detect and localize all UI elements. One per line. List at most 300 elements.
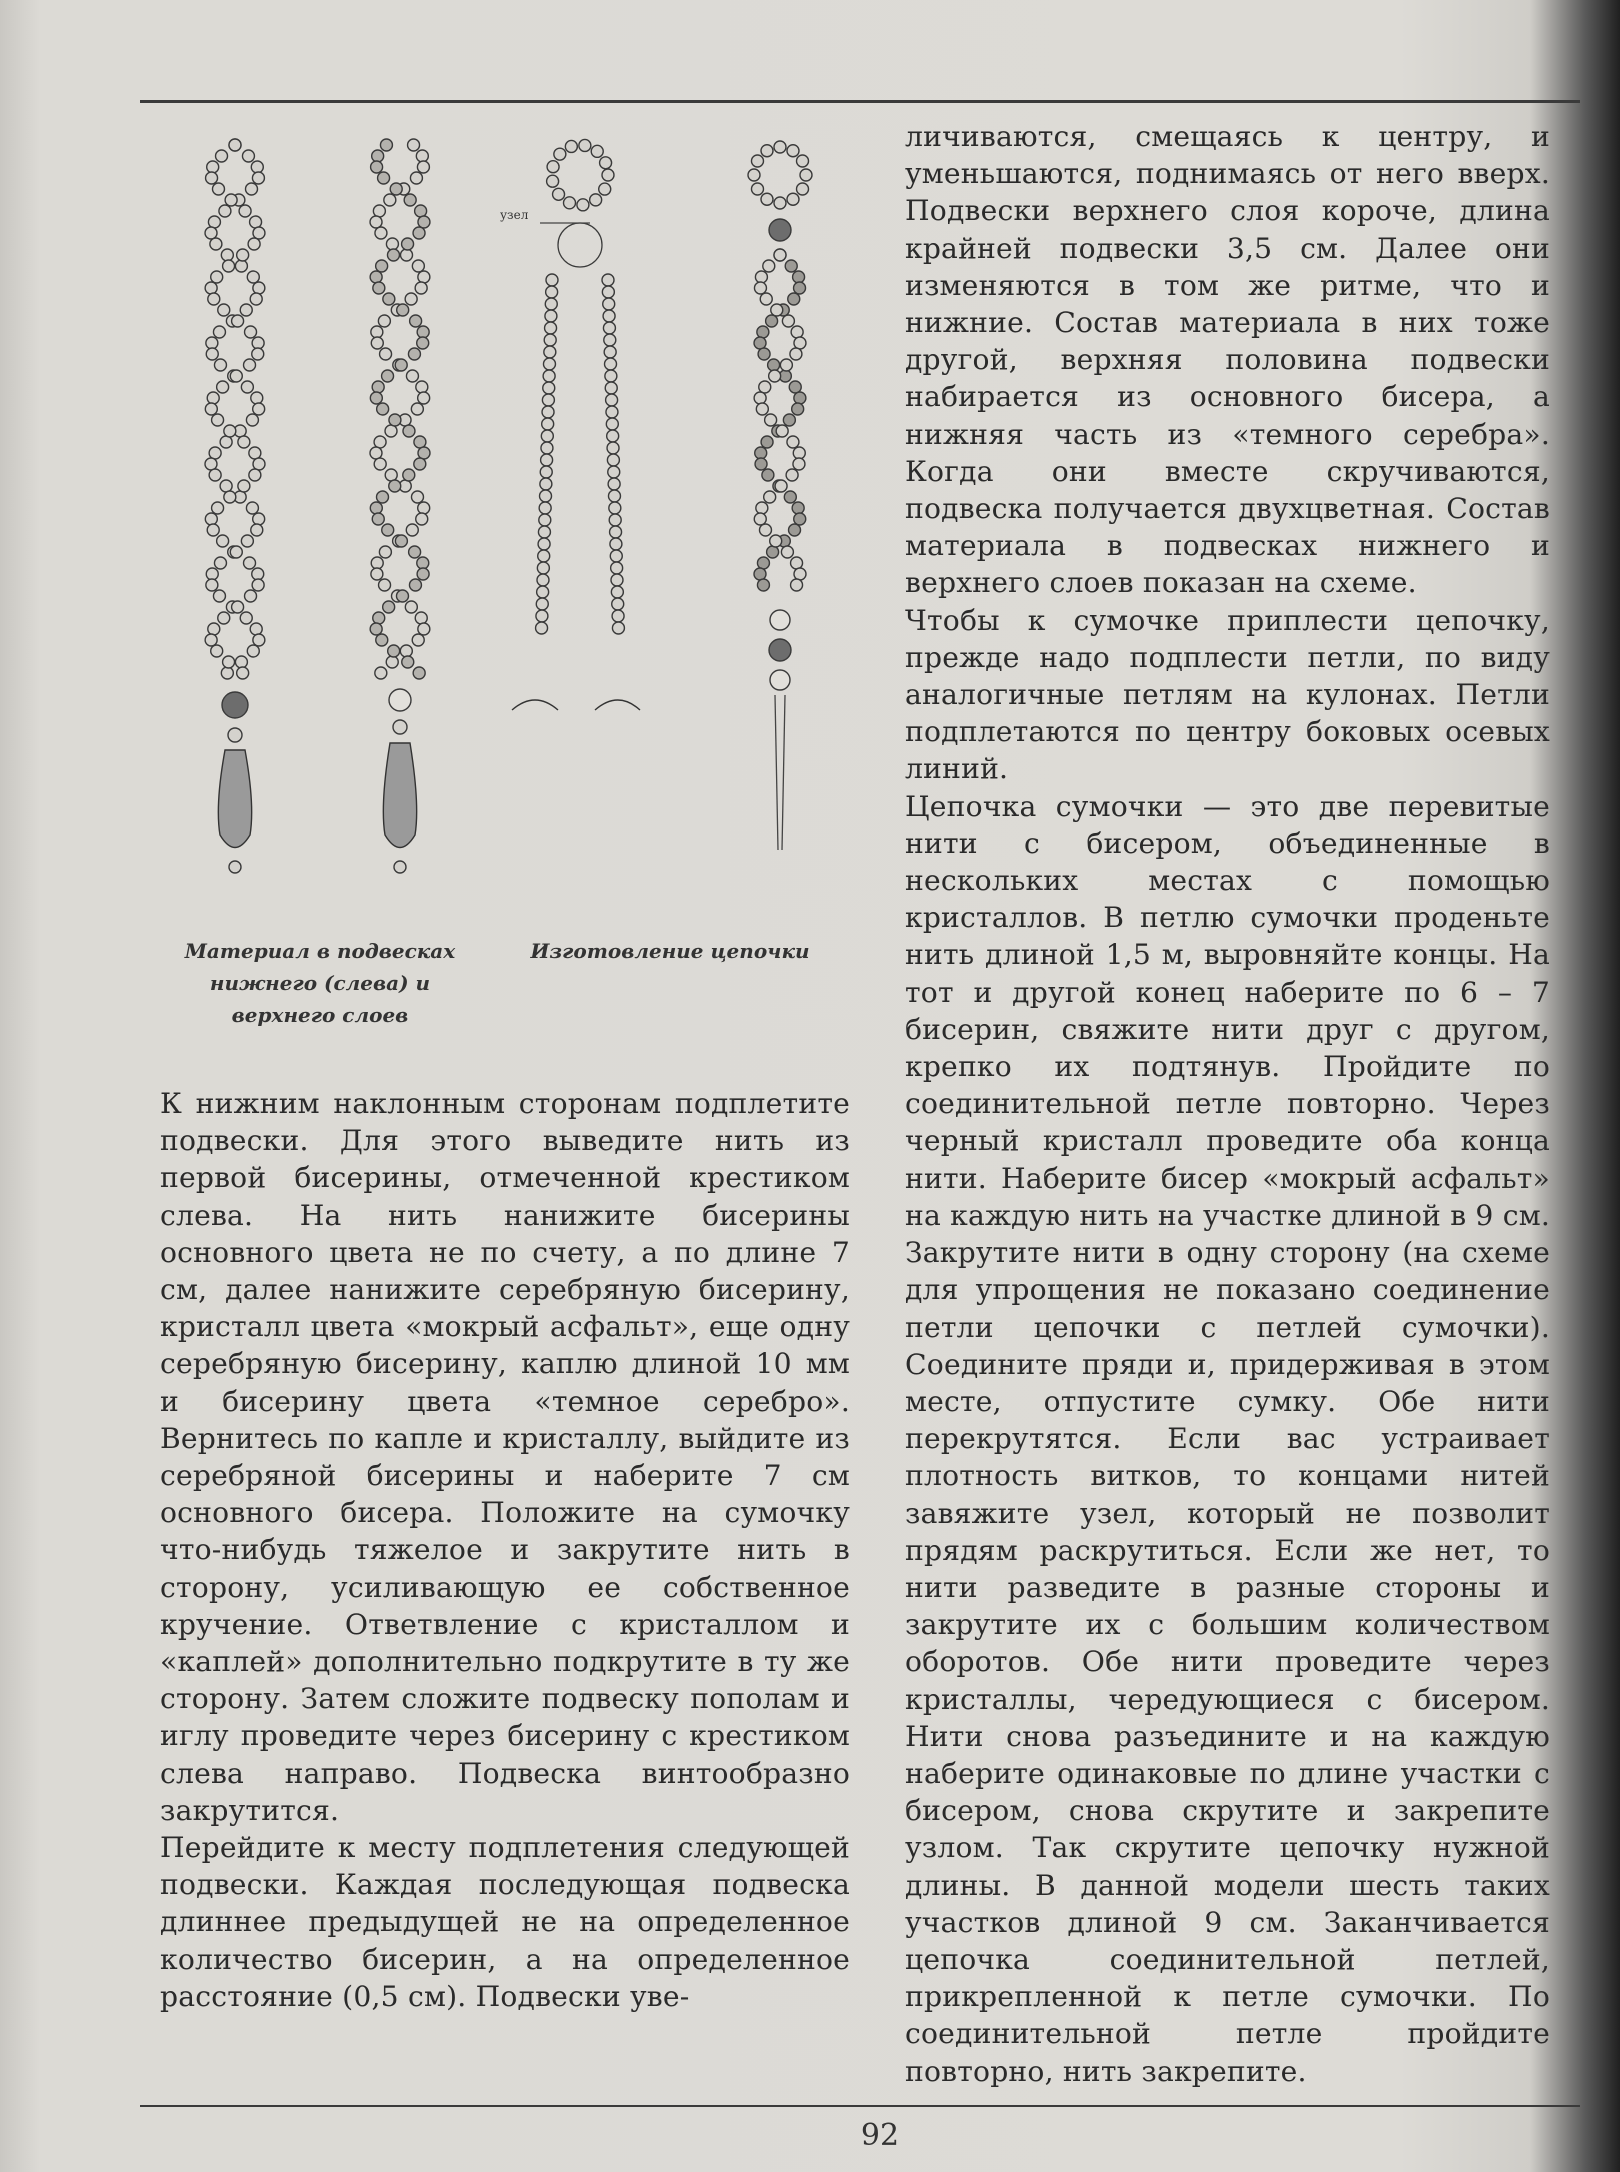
bead-icon bbox=[591, 145, 603, 157]
bead-icon bbox=[207, 392, 219, 404]
bead-icon bbox=[412, 634, 424, 646]
bead-icon bbox=[787, 193, 799, 205]
bead-icon bbox=[371, 337, 383, 349]
bead-icon bbox=[792, 403, 804, 415]
bead-icon bbox=[249, 447, 261, 459]
bead-icon bbox=[781, 546, 793, 558]
bead-icon bbox=[541, 430, 553, 442]
bead-icon bbox=[417, 326, 429, 338]
bead-icon bbox=[547, 175, 559, 187]
bead-icon bbox=[537, 562, 549, 574]
bead-icon bbox=[579, 139, 591, 151]
bead-icon bbox=[418, 502, 430, 514]
bead-icon bbox=[538, 526, 550, 538]
bead-icon bbox=[208, 623, 220, 635]
bead-icon bbox=[536, 598, 548, 610]
bead-icon bbox=[609, 502, 621, 514]
bead-icon bbox=[797, 183, 809, 195]
bead-icon bbox=[212, 502, 224, 514]
bead-icon bbox=[206, 172, 218, 184]
bead-icon bbox=[250, 623, 262, 635]
bead-icon bbox=[382, 524, 394, 536]
bead-icon bbox=[542, 394, 554, 406]
bead-icon bbox=[218, 612, 230, 624]
bead-icon bbox=[602, 169, 614, 181]
bead-icon bbox=[800, 169, 812, 181]
bead-icon bbox=[790, 348, 802, 360]
bead-icon bbox=[371, 568, 383, 580]
bead-icon bbox=[207, 524, 219, 536]
bead-icon bbox=[389, 689, 411, 711]
bead-icon bbox=[608, 466, 620, 478]
bead-icon bbox=[208, 293, 220, 305]
paragraph: Перейдите к месту подплетения следующей подвески. Каждая последующая подвеска длиннее предыдущей не на определенное количество бисерин, а на определенное расстояние (0,5 см). Подвески уве- bbox=[160, 1831, 850, 2013]
bead-icon bbox=[541, 454, 553, 466]
bead-icon bbox=[536, 622, 548, 634]
arrow-curve-icon bbox=[512, 700, 558, 710]
bead-icon bbox=[602, 286, 614, 298]
bead-icon bbox=[756, 403, 768, 415]
bead-icon bbox=[395, 359, 407, 371]
bead-icon bbox=[406, 370, 418, 382]
bead-icon bbox=[754, 337, 766, 349]
bead-icon bbox=[411, 491, 423, 503]
bead-icon bbox=[370, 392, 382, 404]
bead-icon bbox=[212, 414, 224, 426]
bead-icon bbox=[791, 326, 803, 338]
bead-icon bbox=[244, 359, 256, 371]
bead-icon bbox=[545, 298, 557, 310]
bead-icon bbox=[374, 436, 386, 448]
bead-icon bbox=[759, 381, 771, 393]
bead-icon bbox=[385, 469, 397, 481]
bead-icon bbox=[205, 634, 217, 646]
bead-icon bbox=[609, 514, 621, 526]
bead-icon bbox=[538, 538, 550, 550]
bead-icon bbox=[372, 381, 384, 393]
bead-icon bbox=[415, 282, 427, 294]
bead-icon bbox=[412, 260, 424, 272]
bead-icon bbox=[375, 227, 387, 239]
bead-icon bbox=[241, 381, 253, 393]
bead-icon bbox=[565, 140, 577, 152]
bead-icon bbox=[244, 557, 256, 569]
bead-diagram bbox=[160, 115, 840, 915]
bead-icon bbox=[411, 403, 423, 415]
bead-icon bbox=[610, 538, 622, 550]
bead-icon bbox=[253, 403, 265, 415]
bead-icon bbox=[235, 656, 247, 668]
bead-icon bbox=[769, 219, 791, 241]
bead-icon bbox=[217, 381, 229, 393]
bead-icon bbox=[218, 304, 230, 316]
bead-icon bbox=[410, 172, 422, 184]
bead-icon bbox=[792, 502, 804, 514]
bead-icon bbox=[776, 425, 788, 437]
bead-icon bbox=[372, 513, 384, 525]
bead-icon bbox=[794, 337, 806, 349]
bead-icon bbox=[770, 610, 790, 630]
bead-icon bbox=[543, 370, 555, 382]
bead-icon bbox=[603, 310, 615, 322]
bead-icon bbox=[754, 392, 766, 404]
bead-icon bbox=[389, 480, 401, 492]
bead-icon bbox=[544, 346, 556, 358]
bead-icon bbox=[213, 326, 225, 338]
bead-icon bbox=[247, 645, 259, 657]
bead-icon bbox=[774, 197, 786, 209]
bead-icon bbox=[379, 546, 391, 558]
bead-icon bbox=[222, 692, 248, 718]
bead-icon bbox=[370, 502, 382, 514]
bead-icon bbox=[377, 491, 389, 503]
bead-icon bbox=[409, 579, 421, 591]
bead-icon bbox=[238, 480, 250, 492]
bead-icon bbox=[373, 282, 385, 294]
bead-icon bbox=[207, 161, 219, 173]
caption-materials: Материал в подвесках нижнего (слева) и верхнего слоев bbox=[184, 939, 456, 1027]
paragraph: Цепочка сумочки — это две перевитые нити с бисером, объединенные в нескольких местах с помощью кристаллов. В петлю сумочки проденьте нить длиной 1,5 м, выровняйте концы. На тот и другой конец наберите по 6 – 7 бисерин, свяжите нити друг с другом, крепко их подтянув. Пройдите по соединительной петле повторно. Через черный кристалл проведите оба конца нити. Наберите бисер «мокрый асфальт» на каждую нить на участке длиной в 9 см. Закрутите нити в одну сторону (на схеме для упрощения не показано соединение петли цепочки с петлей сумочки). Соедините пряди и, придерживая в этом месте, отпустите сумку. Обе нити перекрутятся. Если вас устраивает плотность витков, то концами нитей завяжите узел, который не позволит прядям раскрутиться. Если же нет, то нити разведите в разные стороны и закрутите их с большим количеством оборотов. Обе нити проведите через кристаллы, чередующиеся с бисером. Нити снова разъедините и на каждую наберите одинаковые по длине участки с бисером, снова скрутите и закрепите узлом. Так скрутите цепочку нужной длины. В данной модели шесть таких участков длиной 9 см. Заканчивается цепочка соединительной петлей, прикрепленной к петле сумочки. По соединительной петле пройдите повторно, нить закрепите. bbox=[905, 789, 1550, 2088]
bead-icon bbox=[602, 274, 614, 286]
bead-icon bbox=[793, 458, 805, 470]
bead-icon bbox=[388, 645, 400, 657]
bead-icon bbox=[757, 326, 769, 338]
bead-icon bbox=[403, 425, 415, 437]
bead-icon bbox=[774, 141, 786, 153]
bead-icon bbox=[245, 590, 257, 602]
left-column-text bbox=[160, 1085, 850, 2015]
bead-icon bbox=[396, 590, 408, 602]
bead-icon bbox=[400, 645, 412, 657]
bead-icon bbox=[761, 193, 773, 205]
bead-icon bbox=[783, 414, 795, 426]
bead-icon bbox=[225, 194, 237, 206]
bead-icon bbox=[413, 667, 425, 679]
bead-icon bbox=[793, 447, 805, 459]
bead-icon bbox=[794, 568, 806, 580]
bead-icon bbox=[248, 238, 260, 250]
bead-icon bbox=[793, 271, 805, 283]
bead-icon bbox=[590, 194, 602, 206]
bead-icon bbox=[230, 370, 242, 382]
bead-icon bbox=[380, 139, 392, 151]
bead-icon bbox=[789, 381, 801, 393]
bead-icon bbox=[791, 579, 803, 591]
bead-icon bbox=[242, 150, 254, 162]
bead-icon bbox=[212, 183, 224, 195]
drop-bead-icon bbox=[383, 743, 416, 848]
bead-icon bbox=[791, 557, 803, 569]
bead-icon bbox=[758, 348, 770, 360]
bead-icon bbox=[762, 469, 774, 481]
bead-icon bbox=[606, 394, 618, 406]
bead-icon bbox=[382, 370, 394, 382]
bead-icon bbox=[554, 148, 566, 160]
bead-icon bbox=[540, 490, 552, 502]
bead-icon bbox=[232, 601, 244, 613]
bead-icon bbox=[545, 310, 557, 322]
bead-icon bbox=[253, 458, 265, 470]
bead-icon bbox=[408, 139, 420, 151]
bead-icon bbox=[239, 205, 251, 217]
bead-icon bbox=[410, 315, 422, 327]
bead-icon bbox=[539, 514, 551, 526]
right-column-text bbox=[905, 118, 1550, 2090]
bottom-rule bbox=[140, 2105, 1580, 2107]
bead-icon bbox=[386, 656, 398, 668]
bead-icon bbox=[414, 458, 426, 470]
bead-icon bbox=[553, 188, 565, 200]
bead-icon bbox=[209, 447, 221, 459]
bead-icon bbox=[539, 502, 551, 514]
bead-icon bbox=[774, 249, 786, 261]
bead-icon bbox=[386, 238, 398, 250]
bead-icon bbox=[755, 271, 767, 283]
bead-icon bbox=[205, 227, 217, 239]
bead-icon bbox=[240, 612, 252, 624]
bead-icon bbox=[403, 469, 415, 481]
bead-icon bbox=[546, 274, 558, 286]
bead-schematic-svg bbox=[160, 115, 840, 915]
bead-icon bbox=[252, 579, 264, 591]
bead-icon bbox=[376, 260, 388, 272]
bead-icon bbox=[755, 458, 767, 470]
bead-icon bbox=[759, 524, 771, 536]
bead-icon bbox=[787, 436, 799, 448]
bead-icon bbox=[612, 610, 624, 622]
page-number: 92 bbox=[860, 2118, 900, 2153]
bead-icon bbox=[564, 197, 576, 209]
bead-icon bbox=[537, 586, 549, 598]
bead-icon bbox=[220, 480, 232, 492]
bead-icon bbox=[608, 490, 620, 502]
junction-label: узел bbox=[500, 208, 529, 222]
bead-icon bbox=[794, 282, 806, 294]
bead-icon bbox=[606, 406, 618, 418]
bead-icon bbox=[252, 568, 264, 580]
bead-icon bbox=[612, 622, 624, 634]
bead-icon bbox=[754, 568, 766, 580]
bead-icon bbox=[765, 414, 777, 426]
knot-loop-icon bbox=[558, 223, 602, 267]
bead-icon bbox=[418, 447, 430, 459]
bead-icon bbox=[402, 656, 414, 668]
paragraph: личиваются, смещаясь к центру, и уменьшаются, поднимаясь от него вверх. Подвески верхнего слоя короче, длина крайней подвески 3,5 см. Далее они изменяются в том же ритме, что и нижние. Состав материала в них тоже другой, верхняя половина подвески набирается из основного бисера, а нижняя часть из «темного серебра». Когда они вместе скручиваются, подвеска получается двухцветная. Состав материала в подвесках нижнего и верхнего слоев показан на схеме. bbox=[905, 120, 1550, 600]
bead-icon bbox=[235, 260, 247, 272]
bead-icon bbox=[404, 194, 416, 206]
bead-icon bbox=[794, 513, 806, 525]
thread-line bbox=[775, 695, 778, 850]
bead-icon bbox=[577, 199, 589, 211]
bead-icon bbox=[599, 183, 611, 195]
bead-icon bbox=[610, 526, 622, 538]
bead-icon bbox=[415, 205, 427, 217]
bead-icon bbox=[748, 169, 760, 181]
bead-icon bbox=[604, 346, 616, 358]
bead-icon bbox=[754, 513, 766, 525]
bead-icon bbox=[543, 358, 555, 370]
bead-icon bbox=[383, 601, 395, 613]
bead-icon bbox=[232, 315, 244, 327]
bead-icon bbox=[371, 326, 383, 338]
bead-icon bbox=[252, 348, 264, 360]
bead-icon bbox=[416, 381, 428, 393]
bead-icon bbox=[540, 478, 552, 490]
bead-icon bbox=[405, 293, 417, 305]
bead-icon bbox=[380, 348, 392, 360]
bead-icon bbox=[751, 155, 763, 167]
bead-icon bbox=[761, 145, 773, 157]
bead-icon bbox=[205, 403, 217, 415]
bead-icon bbox=[784, 491, 796, 503]
bead-icon bbox=[786, 469, 798, 481]
bead-icon bbox=[611, 586, 623, 598]
bead-icon bbox=[538, 550, 550, 562]
bead-icon bbox=[206, 337, 218, 349]
bead-icon bbox=[604, 334, 616, 346]
bead-icon bbox=[253, 282, 265, 294]
bead-icon bbox=[238, 436, 250, 448]
bead-icon bbox=[216, 150, 228, 162]
bead-icon bbox=[418, 392, 430, 404]
bead-icon bbox=[387, 249, 399, 261]
caption-chain: Изготовление цепочки bbox=[530, 939, 810, 963]
bead-icon bbox=[608, 478, 620, 490]
bead-icon bbox=[384, 194, 396, 206]
bead-icon bbox=[221, 249, 233, 261]
bead-icon bbox=[540, 466, 552, 478]
thread-line bbox=[782, 695, 785, 850]
paragraph: К нижним наклонным сторонам подплетите подвески. Для этого выведите нить из первой бисерины, отмеченной крестиком слева. На нить нанижите бисерины основного цвета не по счету, а по длине 7 см, далее нанижите серебряную бисерину, кристалл цвета «мокрый асфальт», еще одну серебряную бисерину, каплю длиной 10 мм и бисерину цвета «темное серебро». Вернитесь по капле и кристаллу, выйдите из серебряной бисерины и наберите 7 см основного бисера. Положите на сумочку что-нибудь тяжелое и закрутите нить в сторону, усиливающую ее собственное кручение. Ответвление с кристаллом и «каплей» дополнительно подкрутите в ту же сторону. Затем сложите подвеску пополам и иглу проведите через бисерину с крестиком слева направо. Подвеска винтообразно закрутится. bbox=[160, 1087, 850, 1827]
bead-icon bbox=[782, 315, 794, 327]
bead-icon bbox=[211, 645, 223, 657]
bead-icon bbox=[408, 348, 420, 360]
bead-icon bbox=[229, 139, 241, 151]
bead-icon bbox=[537, 574, 549, 586]
bead-icon bbox=[373, 205, 385, 217]
bead-icon bbox=[228, 728, 242, 742]
bead-icon bbox=[764, 491, 776, 503]
bead-icon bbox=[220, 436, 232, 448]
bead-icon bbox=[253, 634, 265, 646]
bead-icon bbox=[214, 359, 226, 371]
bead-icon bbox=[416, 513, 428, 525]
bead-icon bbox=[603, 298, 615, 310]
bead-icon bbox=[610, 550, 622, 562]
bead-icon bbox=[379, 579, 391, 591]
bead-icon bbox=[787, 145, 799, 157]
bead-icon bbox=[611, 574, 623, 586]
bead-icon bbox=[547, 161, 559, 173]
bead-icon bbox=[605, 370, 617, 382]
bead-icon bbox=[371, 557, 383, 569]
bead-icon bbox=[376, 634, 388, 646]
bead-icon bbox=[240, 304, 252, 316]
bead-icon bbox=[245, 326, 257, 338]
bead-icon bbox=[389, 414, 401, 426]
bead-icon bbox=[205, 458, 217, 470]
bead-icon bbox=[206, 348, 218, 360]
bead-icon bbox=[611, 562, 623, 574]
bead-icon bbox=[770, 670, 790, 690]
bead-icon bbox=[371, 161, 383, 173]
bead-icon bbox=[229, 861, 241, 873]
bead-icon bbox=[770, 535, 782, 547]
bead-icon bbox=[756, 502, 768, 514]
bead-icon bbox=[788, 293, 800, 305]
arrow-curve-icon bbox=[595, 700, 640, 710]
bead-icon bbox=[607, 430, 619, 442]
bead-icon bbox=[206, 579, 218, 591]
bead-icon bbox=[250, 293, 262, 305]
bead-icon bbox=[209, 469, 221, 481]
bead-icon bbox=[213, 590, 225, 602]
bead-icon bbox=[543, 382, 555, 394]
bead-icon bbox=[375, 667, 387, 679]
bead-icon bbox=[252, 172, 264, 184]
bead-icon bbox=[768, 359, 780, 371]
bead-icon bbox=[394, 861, 406, 873]
bead-icon bbox=[224, 491, 236, 503]
bead-icon bbox=[536, 610, 548, 622]
bead-icon bbox=[418, 623, 430, 635]
bead-icon bbox=[417, 161, 429, 173]
bead-icon bbox=[606, 418, 618, 430]
bead-icon bbox=[246, 502, 258, 514]
bead-icon bbox=[417, 337, 429, 349]
bead-icon bbox=[405, 601, 417, 613]
bead-icon bbox=[402, 238, 414, 250]
bead-icon bbox=[383, 293, 395, 305]
bead-icon bbox=[780, 359, 792, 371]
bead-icon bbox=[418, 216, 430, 228]
bead-icon bbox=[417, 568, 429, 580]
bead-icon bbox=[393, 720, 407, 734]
bead-icon bbox=[377, 403, 389, 415]
bead-icon bbox=[253, 227, 265, 239]
bead-icon bbox=[600, 157, 612, 169]
bead-icon bbox=[370, 216, 382, 228]
bead-icon bbox=[385, 425, 397, 437]
bead-icon bbox=[250, 216, 262, 228]
bead-icon bbox=[237, 667, 249, 679]
bead-icon bbox=[605, 358, 617, 370]
bead-icon bbox=[771, 304, 783, 316]
bead-icon bbox=[406, 524, 418, 536]
bead-icon bbox=[249, 469, 261, 481]
bead-icon bbox=[211, 271, 223, 283]
bead-icon bbox=[223, 656, 235, 668]
bead-icon bbox=[541, 442, 553, 454]
bead-icon bbox=[253, 513, 265, 525]
bead-icon bbox=[542, 406, 554, 418]
bead-icon bbox=[797, 155, 809, 167]
bead-icon bbox=[378, 315, 390, 327]
bead-icon bbox=[370, 271, 382, 283]
bead-icon bbox=[372, 150, 384, 162]
bead-icon bbox=[544, 334, 556, 346]
bead-icon bbox=[761, 436, 773, 448]
bead-icon bbox=[775, 480, 787, 492]
bead-icon bbox=[373, 612, 385, 624]
bead-icon bbox=[413, 227, 425, 239]
bead-icon bbox=[409, 546, 421, 558]
bead-icon bbox=[397, 304, 409, 316]
bead-icon bbox=[251, 161, 263, 173]
bead-icon bbox=[417, 557, 429, 569]
bead-icon bbox=[415, 612, 427, 624]
bead-icon bbox=[766, 315, 778, 327]
